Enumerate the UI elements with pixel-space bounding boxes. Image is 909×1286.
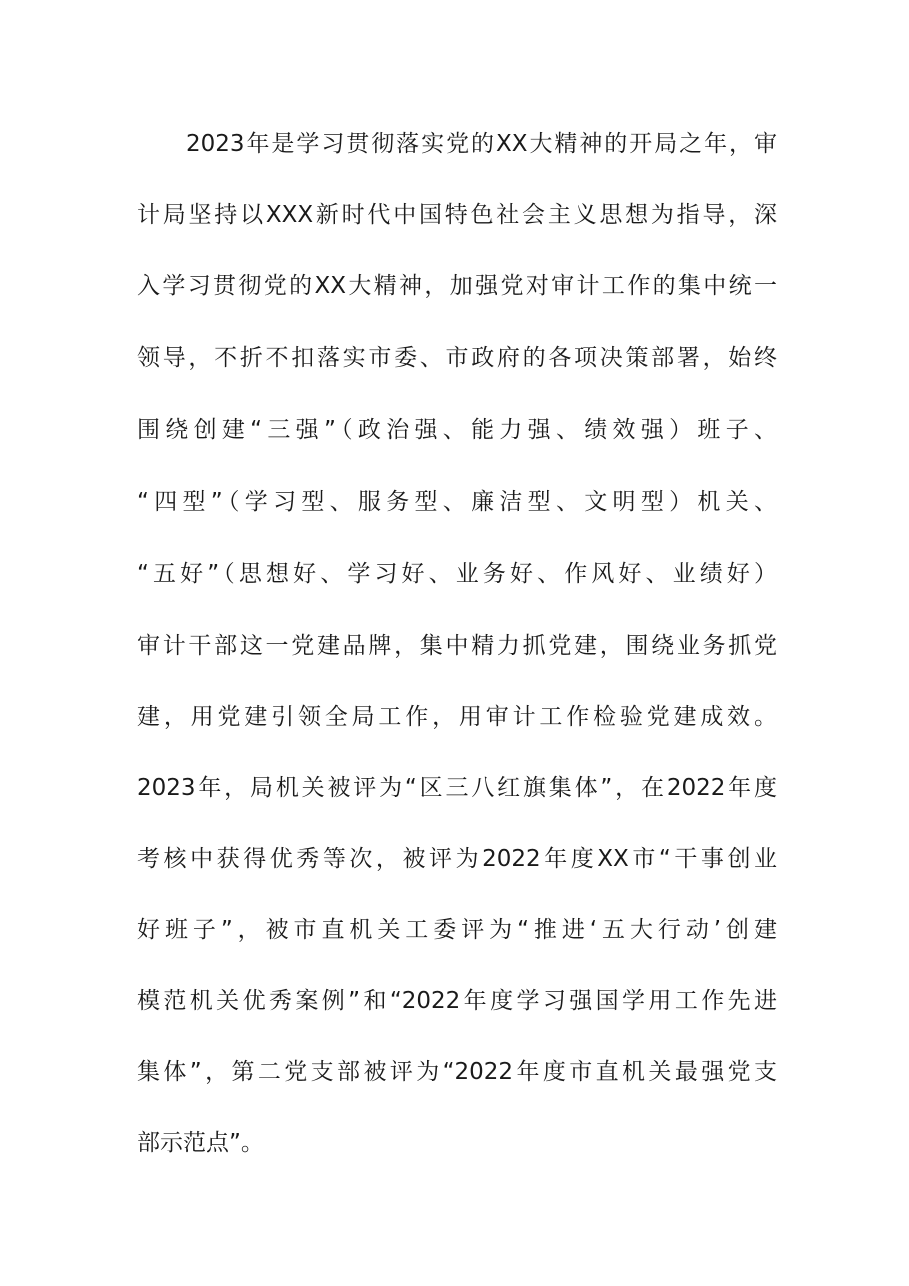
paragraph-line-4: 领导，不折不扣落实市委、市政府的各项决策部署，始终 (137, 345, 777, 371)
paragraph-line-2: 计局坚持以XXX新时代中国特色社会主义思想为指导，深 (137, 202, 777, 228)
paragraph-line-8: 审计干部这一党建品牌，集中精力抓党建，围绕业务抓党 (137, 633, 777, 659)
paragraph-line-11: 考核中获得优秀等次，被评为2022年度XX市“干事创业 (137, 846, 777, 872)
paragraph-line-6: “四型”（学习型、服务型、廉洁型、文明型）机关、 (137, 489, 777, 515)
paragraph-line-13: 模范机关优秀案例”和“2022年度学习强国学用工作先进 (137, 988, 777, 1014)
paragraph-line-7: “五好”（思想好、学习好、业务好、作风好、业绩好） (137, 561, 777, 587)
paragraph-line-12: 好班子”，被市直机关工委评为“推进‘五大行动’创建 (137, 917, 777, 943)
paragraph-line-14: 集体”，第二党支部被评为“2022年度市直机关最强党支 (137, 1059, 777, 1085)
paragraph-line-9: 建，用党建引领全局工作，用审计工作检验党建成效。 (137, 704, 777, 730)
paragraph-line-10: 2023年，局机关被评为“区三八红旗集体”，在2022年度 (137, 775, 777, 801)
paragraph-line-15: 部示范点”。 (137, 1130, 264, 1156)
paragraph-line-5: 围绕创建“三强”（政治强、能力强、绩效强）班子、 (137, 417, 777, 443)
paragraph-line-3: 入学习贯彻党的XX大精神，加强党对审计工作的集中统一 (137, 273, 777, 299)
paragraph-line-1: 2023年是学习贯彻落实党的XX大精神的开局之年，审 (186, 131, 777, 157)
